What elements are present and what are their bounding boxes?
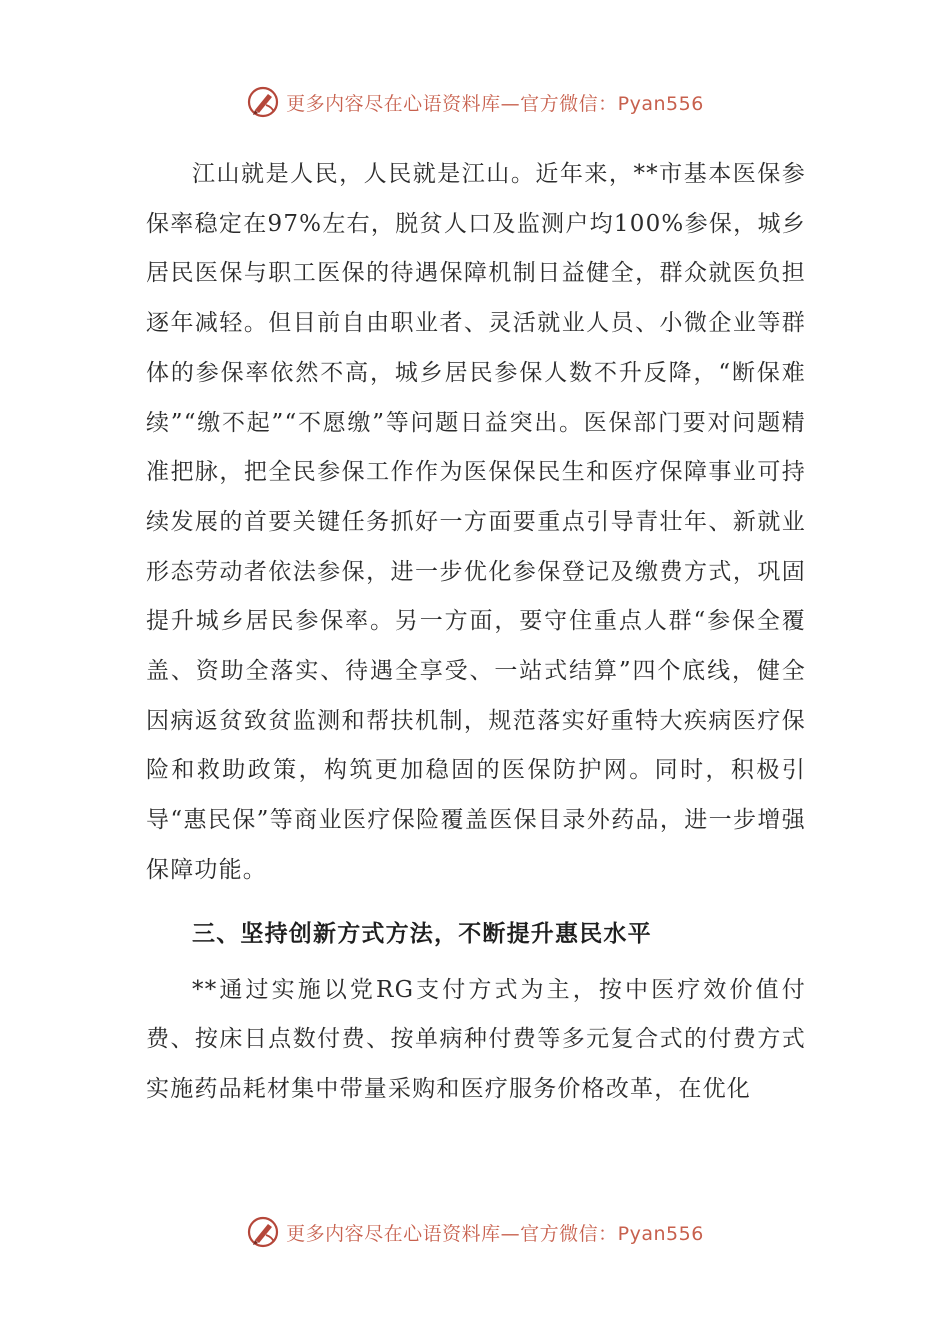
watermark-text: 更多内容尽在心语资料库—官方微信：Pyan556 [286,92,704,115]
pen-seal-icon [246,1215,280,1249]
footer-watermark [0,1212,950,1252]
document-body [146,150,806,1115]
body-paragraph: **通过实施以党RG支付方式为主，按中医疗效价值付费、按床日点数付费、按单病种付费等多元复合式的付费方式实施药品耗材集中带量采购和医疗服务价格改革，在优化 [146,976,806,1102]
pen-seal-icon [246,85,280,119]
section-heading: 三、坚持创新方式方法，不断提升惠民水平 [192,920,652,947]
header-watermark [0,82,950,122]
watermark-text: 更多内容尽在心语资料库—官方微信：Pyan556 [286,1222,704,1245]
body-paragraph: 江山就是人民，人民就是江山。近年来，**市基本医保参保率稳定在97%左右，脱贫人口及监测户均100%参保，城乡居民医保与职工医保的待遇保障机制日益健全，群众就医负担逐年减轻。但目前自由职业者、灵活就业人员、小微企业等群体的参保率依然不高，城乡居民参保人数不升反降，“断保难续”“缴不起”“不愿缴”等问题日益突出。医保部门要对问题精准把脉，把全民参保工作作为医保保民生和医疗保障事业可持续发展的首要关键任务抓好一方面要重点引导青壮年、新就业形态劳动者依法参保，进一步优化参保登记及缴费方式，巩固提升城乡居民参保率。另一方面，要守住重点人群“参保全覆盖、资助全落实、待遇全享受、一站式结算”四个底线，健全因病返贫致贫监测和帮扶机制，规范落实好重特大疾病医疗保险和救助政策，构筑更加稳固的医保防护网。同时，积极引导“惠民保”等商业医疗保险覆盖医保目录外药品，进一步增强保障功能。 [146,161,806,883]
